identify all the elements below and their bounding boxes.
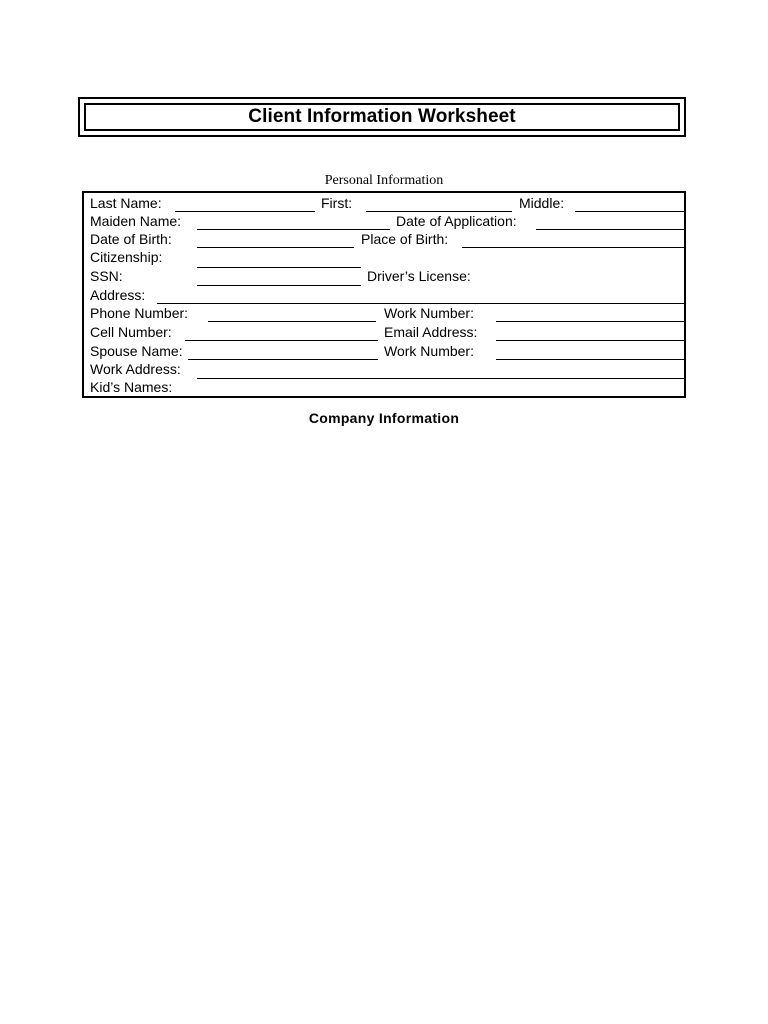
- email-address-label: Email Address:: [384, 324, 478, 340]
- maiden-name-label: Maiden Name:: [90, 213, 182, 229]
- page-title: Client Information Worksheet: [248, 106, 516, 127]
- maiden-name-field[interactable]: [197, 229, 390, 230]
- personal-section-caption: Personal Information: [324, 173, 444, 188]
- date-of-application-field[interactable]: [536, 229, 686, 230]
- phone-number-label: Phone Number:: [90, 305, 189, 321]
- work-number-field[interactable]: [496, 321, 686, 322]
- work-address-label: Work Address:: [90, 361, 181, 377]
- first-name-label: First:: [321, 195, 353, 211]
- title-box: [78, 97, 686, 137]
- last-name-field[interactable]: [175, 211, 315, 212]
- spouse-name-field[interactable]: [188, 359, 378, 360]
- work-number-label: Work Number:: [384, 305, 474, 321]
- address-label: Address:: [90, 287, 146, 303]
- email-address-field[interactable]: [496, 340, 686, 341]
- kids-names-label: Kid’s Names:: [90, 379, 173, 395]
- address-field-extension[interactable]: [496, 303, 686, 304]
- date-of-application-label: Date of Application:: [396, 213, 517, 229]
- middle-name-label: Middle:: [519, 195, 565, 211]
- phone-number-field[interactable]: [208, 321, 376, 322]
- company-section-caption: Company Information: [308, 410, 460, 426]
- address-field[interactable]: [157, 303, 496, 304]
- last-name-label: Last Name:: [90, 195, 162, 211]
- cell-number-field[interactable]: [185, 340, 378, 341]
- date-of-birth-field[interactable]: [197, 247, 354, 248]
- spouse-name-label: Spouse Name:: [90, 343, 183, 359]
- citizenship-field[interactable]: [197, 267, 361, 268]
- place-of-birth-label: Place of Birth:: [361, 231, 449, 247]
- drivers-license-label: Driver’s License:: [367, 268, 471, 284]
- citizenship-label: Citizenship:: [90, 249, 163, 265]
- title-inner-frame: [84, 103, 680, 131]
- cell-number-label: Cell Number:: [90, 324, 172, 340]
- work-address-field[interactable]: [197, 378, 686, 379]
- ssn-label: SSN:: [90, 268, 123, 284]
- date-of-birth-label: Date of Birth:: [90, 231, 172, 247]
- first-name-field[interactable]: [366, 211, 512, 212]
- spouse-work-number-field[interactable]: [496, 359, 686, 360]
- place-of-birth-field[interactable]: [462, 247, 686, 248]
- ssn-field[interactable]: [197, 285, 361, 286]
- middle-name-field[interactable]: [575, 211, 686, 212]
- spouse-work-number-label: Work Number:: [384, 343, 474, 359]
- personal-info-form: [82, 191, 686, 398]
